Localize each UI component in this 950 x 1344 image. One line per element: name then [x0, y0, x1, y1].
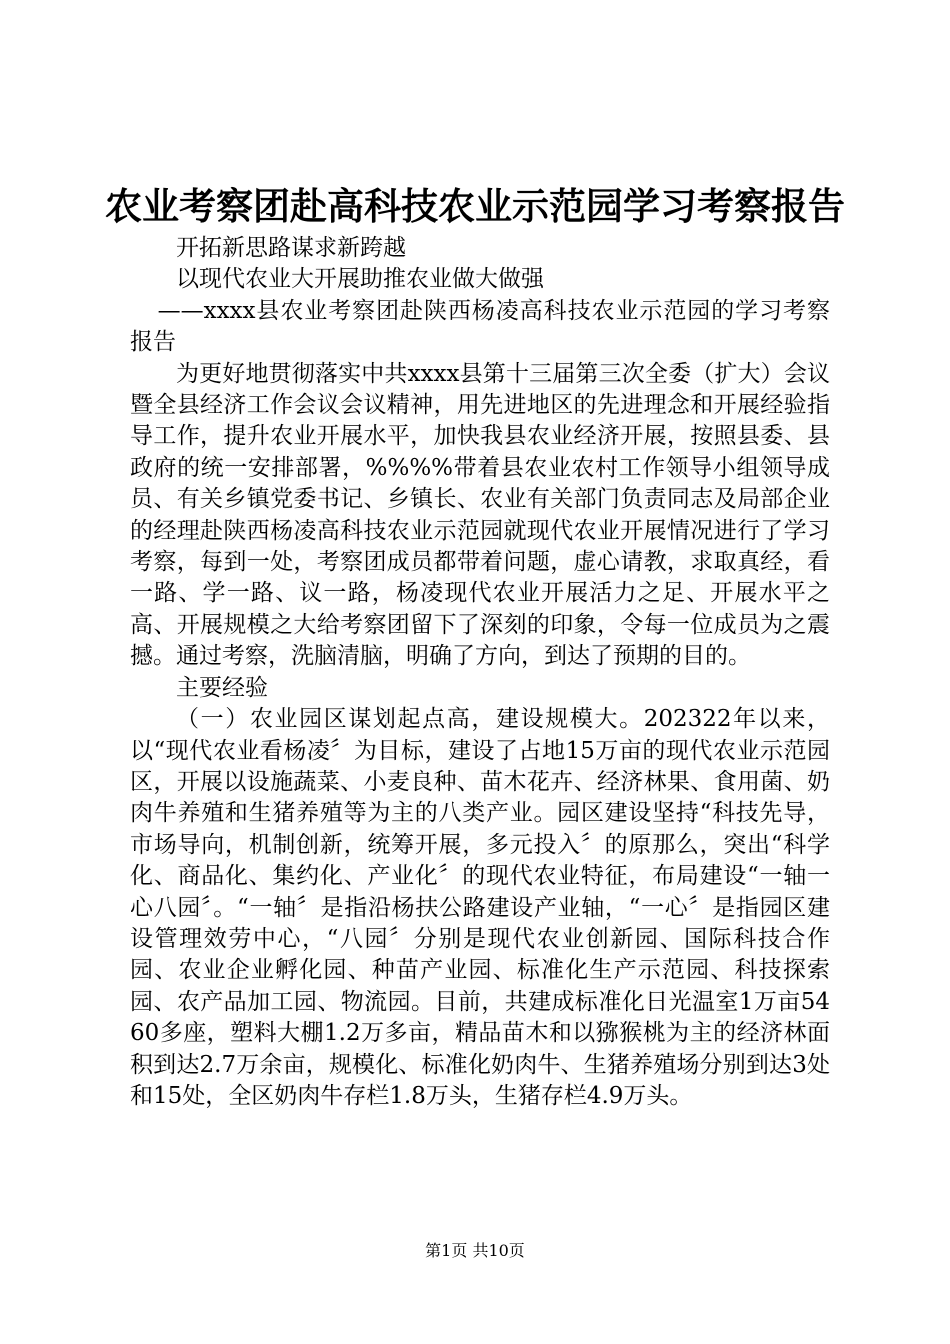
- subtitle-line-1: 开拓新思路谋求新跨越: [176, 235, 406, 261]
- subtitle-line-3: ——xxxx县农业考察团赴陕西杨凌高科技农业示范园的学习考察报告: [130, 297, 830, 356]
- intro-paragraph: 为更好地贯彻落实中共xxxx县第十三届第三次全委（扩大）会议暨全县经济工作会议会议精神，用先进地区的先进理念和开展经验指导工作，提升农业开展水平，加快我县农业经济开展，按照县委、县政府的统一安排部署，%%%%带着县农业农村工作领导小组领导成员、有关乡镇党委书记、乡镇长、农业有关部门负责同志及局部企业的经理赴陕西杨凌高科技农业示范园就现代农业开展情况进行了学习考察，每到一处，考察团成员都带着问题，虚心请教，求取真经，看一路、学一路、议一路，杨凌现代农业开展活力之足、开展水平之高、开展规模之大给考察团留下了深刻的印象，令每一位成员为之震撼。通过考察，洗脑清脑，明确了方向，到达了预期的目的。: [130, 360, 830, 670]
- section-1-paragraph: （一）农业园区谋划起点高，建设规模大。202322年以来，以“现代农业看杨凌〞为目标，建设了占地15万亩的现代农业示范园区，开展以设施蔬菜、小麦良种、苗木花卉、经济林果、食用菌、奶肉牛养殖和生猪养殖等为主的八类产业。园区建设坚持“科技先导，市场导向，机制创新，统筹开展，多元投入〞的原那么，突出“科学化、商品化、集约化、产业化〞的现代农业特征，布局建设“一轴一心八园〞。“一轴〞是指沿杨扶公路建设产业轴，“一心〞是指园区建设管理效劳中心，“八园〞分别是现代农业创新园、国际科技合作园、农业企业孵化园、种苗产业园、标准化生产示范园、科技探索园、农产品加工园、物流园。目前，共建成标准化日光温室1万亩5460多座，塑料大棚1.2万多亩，精品苗木和以猕猴桃为主的经济林面积到达2.7万余亩，规模化、标准化奶肉牛、生猪养殖场分别到达3处和15处，全区奶肉牛存栏1.8万头，生猪存栏4.9万头。: [130, 706, 830, 1109]
- page-number-footer: 第1页 共10页: [425, 1241, 525, 1260]
- document-body: [130, 233, 830, 1112]
- section-heading: 主要经验: [176, 674, 268, 701]
- document-title: 农业考察团赴高科技农业示范园学习考察报告: [105, 184, 845, 228]
- subtitle-line-2: 以现代农业大开展助推农业做大做强: [176, 266, 544, 293]
